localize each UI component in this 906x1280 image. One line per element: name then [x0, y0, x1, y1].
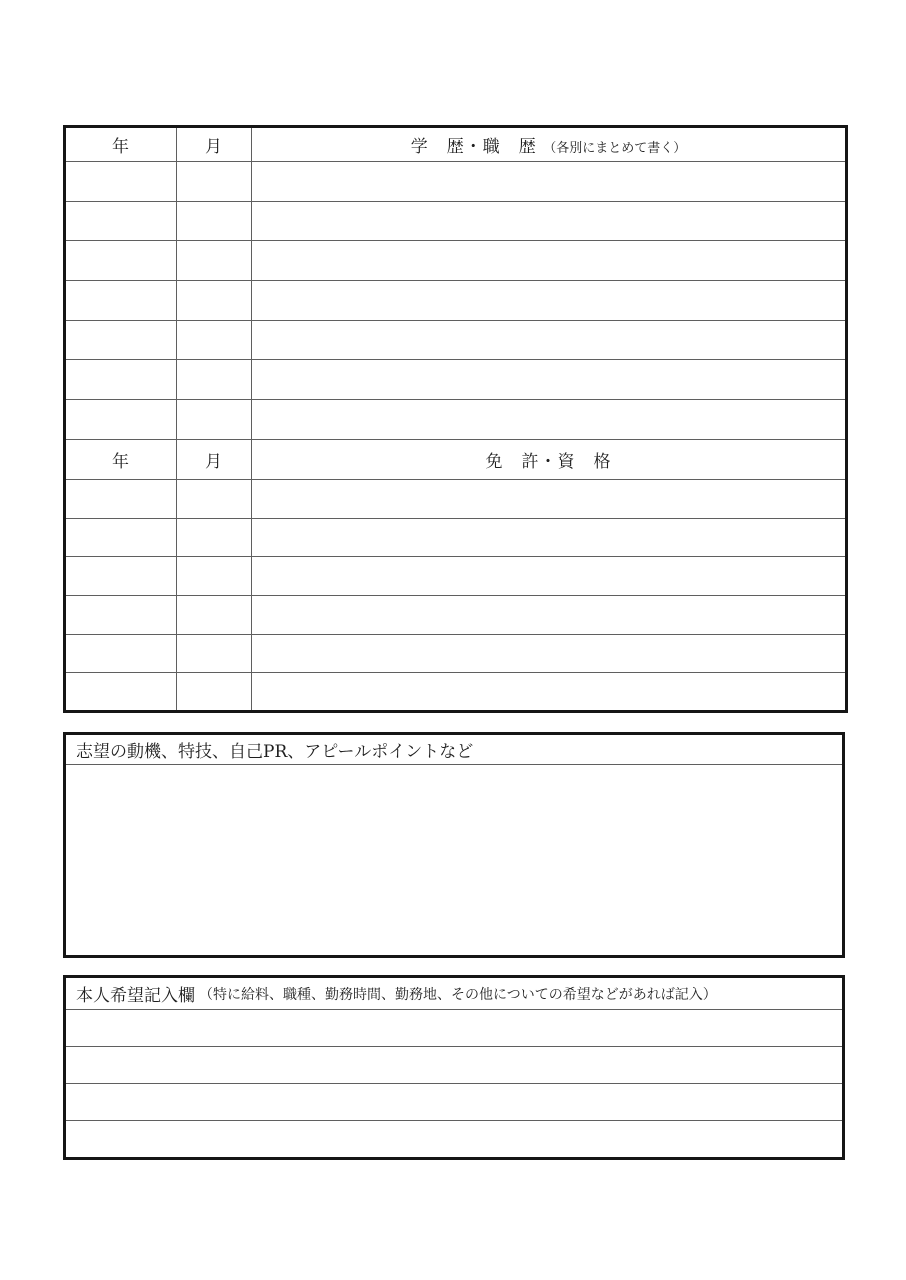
education-history-row	[65, 320, 847, 360]
license-entry-cell	[252, 595, 847, 634]
education-entry-cell	[252, 360, 847, 400]
motivation-box-title	[66, 735, 842, 765]
license-year-cell	[65, 557, 177, 596]
personal-request-title-note: （特に給料、職種、勤務時間、勤務地、その他についての希望などがあれば記入）	[199, 986, 717, 1003]
license-month-cell	[177, 479, 252, 518]
license-year-cell	[65, 673, 177, 712]
education-history-title: 学 歴・職 歴	[410, 137, 537, 157]
history-table	[63, 125, 848, 713]
personal-request-row	[66, 1046, 842, 1083]
education-year-cell	[65, 241, 177, 281]
education-entry-cell	[252, 281, 847, 321]
license-month-cell	[177, 595, 252, 634]
education-year-header: 年	[65, 127, 177, 162]
motivation-title-label: 志望の動機、特技、自己PR、アピールポイントなど	[76, 742, 474, 762]
education-history-note: （各別にまとめて書く）	[543, 141, 687, 156]
license-year-header: 年	[65, 439, 177, 479]
education-header-row	[65, 127, 847, 162]
education-year-cell	[65, 320, 177, 360]
license-row	[65, 479, 847, 518]
education-history-row	[65, 162, 847, 202]
license-entry-cell	[252, 634, 847, 673]
license-month-cell	[177, 518, 252, 557]
personal-request-row	[66, 1083, 842, 1120]
license-qualification-title: 免 許・資 格	[485, 451, 612, 472]
education-month-cell	[177, 162, 252, 202]
license-year-cell	[65, 634, 177, 673]
license-year-cell	[65, 479, 177, 518]
license-row	[65, 634, 847, 673]
education-history-row	[65, 281, 847, 321]
education-month-cell	[177, 281, 252, 321]
education-history-row	[65, 400, 847, 440]
license-entry-cell	[252, 557, 847, 596]
license-year-cell	[65, 518, 177, 557]
personal-request-title-label: 本人希望記入欄	[76, 986, 195, 1006]
license-month-header: 月	[177, 439, 252, 479]
personal-request-box	[63, 975, 845, 1160]
education-year-cell	[65, 162, 177, 202]
education-history-row	[65, 241, 847, 281]
license-month-cell	[177, 557, 252, 596]
license-header-row	[65, 439, 847, 479]
education-month-cell	[177, 201, 252, 241]
license-year-cell	[65, 595, 177, 634]
license-month-cell	[177, 673, 252, 712]
personal-request-row	[66, 1120, 842, 1157]
education-year-cell	[65, 360, 177, 400]
education-entry-cell	[252, 162, 847, 202]
education-year-cell	[65, 281, 177, 321]
license-entry-cell	[252, 479, 847, 518]
education-year-cell	[65, 201, 177, 241]
personal-request-title	[66, 978, 842, 1010]
education-month-cell	[177, 320, 252, 360]
license-row	[65, 557, 847, 596]
education-entry-cell	[252, 400, 847, 440]
education-month-cell	[177, 400, 252, 440]
motivation-box	[63, 732, 845, 958]
education-month-cell	[177, 241, 252, 281]
education-month-header: 月	[177, 127, 252, 162]
motivation-entry-area	[66, 765, 842, 955]
education-entry-cell	[252, 241, 847, 281]
education-entry-cell	[252, 320, 847, 360]
education-entry-cell	[252, 201, 847, 241]
license-row	[65, 595, 847, 634]
license-month-cell	[177, 634, 252, 673]
education-history-row	[65, 201, 847, 241]
education-year-cell	[65, 400, 177, 440]
license-row	[65, 673, 847, 712]
license-row	[65, 518, 847, 557]
education-history-row	[65, 360, 847, 400]
license-entry-cell	[252, 518, 847, 557]
personal-request-rows	[66, 1010, 842, 1157]
personal-request-row	[66, 1010, 842, 1046]
license-entry-cell	[252, 673, 847, 712]
education-month-cell	[177, 360, 252, 400]
